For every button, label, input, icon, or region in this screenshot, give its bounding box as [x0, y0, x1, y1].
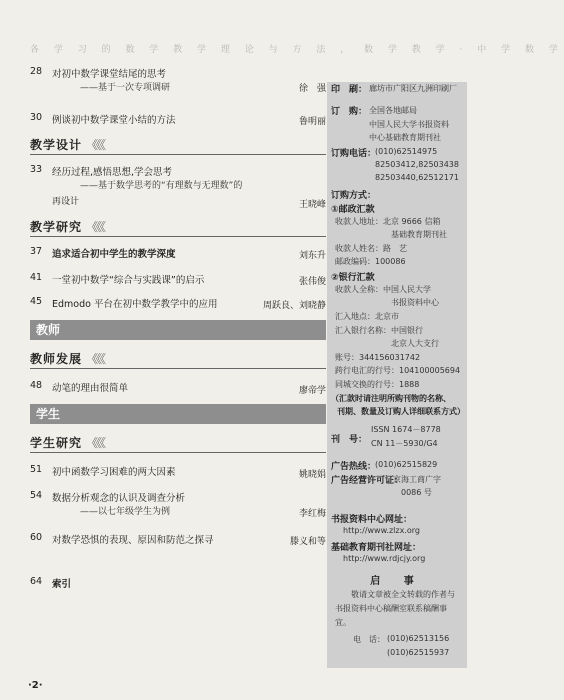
article-author: 廖帝学	[298, 386, 326, 396]
page-number: 48	[30, 380, 43, 391]
section-heading-teacher-dev: 教师发展 《《《	[30, 352, 105, 366]
section-band-student: 学生	[30, 404, 326, 424]
page-number: 51	[30, 464, 43, 475]
article-author: 滕义和等	[289, 537, 326, 547]
phone-value-1: (010)62514975	[375, 147, 438, 156]
print-value: 廊坊市广阳区九洲印刷厂	[369, 84, 457, 93]
page-number: 37	[30, 246, 43, 257]
page-number: 45	[30, 296, 43, 307]
article-subtitle-cont: 再设计	[52, 197, 80, 207]
article-author: 姚晓娟	[298, 470, 326, 480]
page-number: 54	[30, 490, 43, 501]
method-2-name: 收款人全称：中国人民大学	[335, 285, 431, 294]
page-number: 41	[30, 272, 43, 283]
website-value: http://www.zlzx.org	[343, 526, 420, 535]
remittance-note-1: （汇款时请注明所购刊物的名称、	[331, 394, 451, 403]
method-2-bank: 汇入银行名称：中国银行	[335, 326, 423, 335]
journal-website-label: 基础教育期刊社网址：	[331, 543, 422, 553]
method-2-clearing: 同城交换的行号：1888	[335, 380, 420, 389]
chevron-marks: 《《《	[86, 138, 105, 152]
chevron-marks: 《《《	[86, 436, 105, 450]
article-author: 王晓峰	[298, 200, 326, 210]
print-label: 印 刷：	[331, 85, 368, 95]
method-2-title: ②银行汇款	[331, 273, 375, 283]
page-number: 64	[30, 576, 43, 587]
article-title: 对数学恐惧的表现、原因和防范之探寻	[52, 535, 214, 546]
page-number: 33	[30, 164, 43, 175]
article-subtitle: ——基于数学思考的“有理数与无理数”的	[80, 181, 243, 191]
method-label: 订购方式：	[331, 191, 377, 201]
article-title: Edmodo 平台在初中数学教学中的应用	[52, 299, 218, 310]
section-heading-student-research-label: 学生研究 《《《	[30, 436, 105, 450]
phone-label: 订购电话：	[331, 149, 377, 159]
article-author: 鲁明丽	[298, 117, 326, 127]
phone-value-3: 82503440,62512171	[375, 173, 459, 182]
notice-title: 启 事	[370, 576, 424, 587]
method-2-account: 账号：344156031742	[335, 353, 421, 362]
order-value-1: 全国各地邮局	[369, 106, 417, 115]
article-subtitle: ——以七年级学生为例	[80, 507, 171, 517]
section-band-teacher: 教师	[30, 320, 326, 340]
method-2-swift: 跨行电汇的行号：104100005694	[335, 366, 461, 375]
section-divider	[30, 236, 326, 237]
ad-license-value-2: 0086 号	[401, 488, 432, 497]
section-divider	[30, 154, 326, 155]
issn-value: ISSN 1674－8778	[371, 425, 441, 434]
bleed-through-text: 各 学 习 的 数 学 教 学 理 论 与 方 法 ， 数 学 教 学 · 中 学 数 学	[30, 45, 564, 55]
article-title: 一堂初中数学“综合与实践课”的启示	[52, 275, 205, 286]
journal-website-value: http://www.rdjcjy.org	[343, 554, 426, 563]
ad-hotline-label: 广告热线：	[331, 462, 377, 472]
publication-info-sidebar	[327, 82, 467, 668]
article-author: 徐 强	[298, 84, 326, 94]
method-1-address-2: 基础教育期刊社	[391, 230, 447, 239]
section-heading-design: 教学设计 《《《	[30, 138, 105, 152]
article-author: 李红梅	[298, 509, 326, 519]
cn-value: CN 11－5930/G4	[371, 439, 438, 448]
phone-value-2: 82503412,82503438	[375, 160, 459, 169]
order-value-3: 中心基础教育期刊社	[369, 133, 441, 142]
ad-license-value-1: 京海工商广字	[393, 475, 441, 484]
article-title: 索引	[52, 579, 72, 590]
article-title: 初中函数学习困难的两大因素	[52, 467, 176, 478]
remittance-note-2: 刊期、数量及订购人详细联系方式）	[337, 407, 465, 416]
section-divider	[30, 452, 326, 453]
chevron-marks: 《《《	[86, 220, 105, 234]
issn-label: 刊 号：	[331, 435, 368, 445]
ad-license-label: 广告经营许可证：	[331, 476, 404, 486]
notice-phone-label: 电 话：	[353, 635, 385, 644]
section-divider	[30, 368, 326, 369]
article-title: 对初中数学课堂结尾的思考	[52, 69, 167, 80]
article-author: 张伟俊	[298, 277, 326, 287]
article-title: 动笔的理由很简单	[52, 383, 129, 394]
article-title: 经历过程,感悟思想,学会思考	[52, 167, 173, 178]
article-title: 例谈初中数学课堂小结的方法	[52, 115, 176, 126]
notice-phone-1: (010)62513156	[387, 634, 450, 643]
website-label: 书报资料中心网址：	[331, 515, 413, 525]
article-subtitle: ——基于一次专项调研	[80, 83, 171, 93]
method-1-zip: 邮政编码：100086	[335, 257, 406, 266]
notice-phone-2: (010)62515937	[387, 648, 450, 657]
method-1-name: 收款人姓名：路 艺	[335, 244, 407, 253]
article-title: 数据分析观念的认识及调查分析	[52, 493, 186, 504]
chevron-marks: 《《《	[86, 352, 105, 366]
ad-hotline-value: (010)62515829	[375, 460, 438, 469]
order-value-2: 中国人民大学书报资料	[369, 120, 449, 129]
page-folio: ·2·	[28, 680, 43, 691]
article-author: 周跃良、刘晓静	[262, 301, 326, 311]
article-title: 追求适合初中学生的教学深度	[52, 249, 176, 260]
method-1-title: ①邮政汇款	[331, 205, 375, 215]
method-2-bank-2: 北京人大支行	[391, 339, 439, 348]
section-heading-research: 教学研究 《《《	[30, 220, 105, 234]
notice-text: 敬请文章被全文转载的作者与书报资料中心稿酬室联系稿酬事宜。	[335, 590, 455, 627]
article-author: 刘东升	[298, 251, 326, 261]
order-label: 订 购：	[331, 107, 368, 117]
method-1-address: 收款人地址：北京 9666 信箱	[335, 217, 441, 226]
page-number: 60	[30, 532, 43, 543]
page-number: 30	[30, 112, 43, 123]
page-number: 28	[30, 66, 43, 77]
method-2-name-2: 书报资料中心	[391, 298, 439, 307]
method-2-place: 汇入地点：北京市	[335, 312, 399, 321]
contents-column	[30, 66, 326, 666]
